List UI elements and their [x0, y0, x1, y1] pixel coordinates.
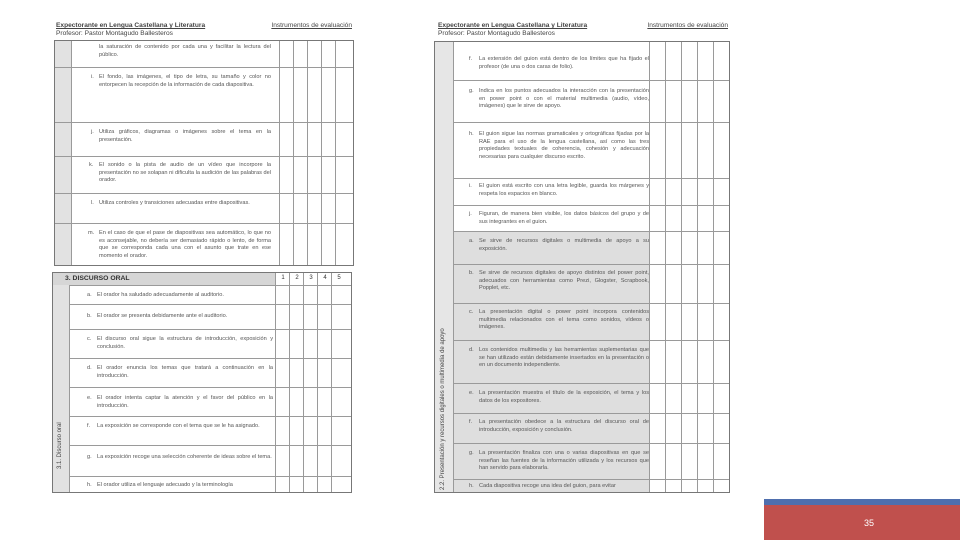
rubric-text: El discurso oral sigue la estructura de introducción, exposición y conclusión. [97, 336, 273, 350]
table-row: f. La presentación obedece a la estructura del discurso oral de introducción, exposición y conclusión. [453, 413, 729, 443]
rubric-text: Se sirve de recursos digitales de apoyo distintos del power point, adecuados con herramientas como Prezi, Glogster, Scrapbook, Popplet, etc. [479, 270, 649, 292]
right-rubric-table [434, 41, 730, 493]
score-header: 1 [281, 275, 285, 281]
table-row: k. El sonido o la pista de audio de un vídeo que incorpore la presentación no se solapan ni dificulta la audición de las palabras del orador. [55, 156, 353, 193]
rubric-text: La presentación muestra el título de la exposición, el tema y los datos de los expositores. [479, 390, 649, 404]
right-header-author: Profesor: Pastor Montagudo Ballesteros [438, 30, 555, 37]
table-row: e. El orador intenta captar la atención y el favor del público en la introducción. [69, 387, 351, 416]
right-document-page [432, 20, 732, 494]
presentation-vertical-label: 2.2. Presentación y recursos digitales o multimedia de apoyo [440, 328, 446, 490]
rubric-text: El sonido o la pista de audio de un vídeo que incorpore la presentación no se solapan ni dificulta la audición de las palabras del orador. [99, 162, 271, 184]
left-header-title: Expectorante en Lengua Castellana y Literatura [56, 22, 206, 29]
table-row: c. El discurso oral sigue la estructura de introducción, exposición y conclusión. [69, 329, 351, 358]
table-row: g. La exposición recoge una selección coherente de ideas sobre el tema. [69, 445, 351, 476]
left-document-page [50, 20, 356, 494]
rubric-text: En el caso de que el pase de diapositivas sea automático, lo que no es aconsejable, no debería ser demasiado rápido o lento, de forma que se corresponda cada una con el asunto que trate en ese momento el orador. [99, 230, 271, 259]
table-row: b. El orador se presenta debidamente ante el auditorio. [69, 304, 351, 329]
table-row: i. El guion está escrito con una letra legible, guarda los márgenes y respeta los espacios en blanco. [453, 178, 729, 205]
score-header: 5 [337, 275, 341, 281]
table-row [55, 41, 353, 67]
rubric-text: El orador intenta captar la atención y el favor del público en la introducción. [97, 395, 273, 409]
right-header-right: Instrumentos de evaluación [647, 22, 728, 29]
rubric-text: El orador ha saludado adecuadamente al auditorio. [97, 292, 224, 298]
rubric-text: La exposición se corresponde con el tema que se le ha asignado. [97, 423, 260, 429]
rubric-text: La presentación obedece a la estructura del discurso oral de introducción, exposición y conclusión. [479, 419, 649, 433]
table-row: g. Indica en los puntos adecuados la interacción con la presentación en power point o con el material multimedia (audio, vídeo, imágenes) que le sirve de apoyo. [453, 80, 729, 122]
table-row: c. La presentación digital o power point incorpora contenidos multimedia relacionados con el tema como sonidos, vídeos o imágenes. [453, 303, 729, 340]
rubric-text: El guion sigue las normas gramaticales y ortográficas fijadas por la RAE para el uso de la lengua castellana, así como las tres propiedades textuales de coherencia, cohesión y adecuación necesarias para cualquier discurso escrito. [479, 131, 649, 160]
rubric-text: El orador enuncia los temas que tratará a continuación en la introducción. [97, 365, 273, 379]
table-row: a. Se sirve de recursos digitales o multimedia de apoyo a su exposición. [453, 231, 729, 264]
score-header: 4 [323, 275, 327, 281]
table-row: j. Figuran, de manera bien visible, los datos básicos del grupo y de sus integrantes en el guion. [453, 205, 729, 231]
table-row: b. Se sirve de recursos digitales de apoyo distintos del power point, adecuados con herramientas como Prezi, Glogster, Scrapbook, Popplet, etc. [453, 264, 729, 303]
left-top-rubric-table [54, 40, 354, 266]
oral-discourse-table [52, 272, 352, 493]
table-row: d. Los contenidos multimedia y las herramientas suplementarias que se han utilizado están debidamente insertados en la presentación o en un documento independiente. [453, 340, 729, 383]
footer-red-bar [764, 505, 960, 540]
table-row: h. Cada diapositiva recoge una idea del guion, para evitar [453, 479, 729, 492]
rubric-text: Figuran, de manera bien visible, los datos básicos del grupo y de sus integrantes en el guion. [479, 211, 649, 225]
left-header-right: Instrumentos de evaluación [271, 22, 352, 29]
rubric-text: El fondo, las imágenes, el tipo de letra, su tamaño y color no entorpecen la recepción de la información de cada diapositiva. [99, 74, 271, 88]
table-row: h. El orador utiliza el lenguaje adecuado y la terminología [69, 476, 351, 492]
rubric-text: Cada diapositiva recoge una idea del guion, para evitar [479, 483, 616, 489]
table-row: e. La presentación muestra el título de la exposición, el tema y los datos de los expositores. [453, 383, 729, 413]
score-header: 3 [309, 275, 313, 281]
rubric-text: Indica en los puntos adecuados la interacción con la presentación en power point o con el material multimedia (audio, vídeo, imágenes) que le sirve de apoyo. [479, 88, 649, 110]
section-title: 3. DISCURSO ORAL [65, 275, 130, 282]
rubric-text: El orador se presenta debidamente ante el auditorio. [97, 313, 228, 319]
table-row: d. El orador enuncia los temas que tratará a continuación en la introducción. [69, 358, 351, 387]
rubric-text: La presentación digital o power point incorpora contenidos multimedia relacionados con el tema como sonidos, vídeos o imágenes. [479, 309, 649, 331]
rubric-text: Utiliza gráficos, diagramas o imágenes sobre el tema en la presentación. [99, 129, 271, 143]
table-row: l. Utiliza controles y transiciones adecuadas entre diapositivas. [55, 193, 353, 223]
left-page-header [56, 22, 352, 38]
table-row: f. La extensión del guion está dentro de los límites que ha fijado el profesor (de una o dos caras de folio). [469, 56, 649, 70]
right-header-title: Expectorante en Lengua Castellana y Literatura [438, 22, 588, 29]
rubric-text: Se sirve de recursos digitales o multimedia de apoyo a su exposición. [479, 238, 649, 252]
page-number: 35 [864, 518, 875, 528]
table-row: i. El fondo, las imágenes, el tipo de letra, su tamaño y color no entorpecen la recepción de la información de cada diapositiva. [55, 67, 353, 122]
table-row: j. Utiliza gráficos, diagramas o imágenes sobre el tema en la presentación. [55, 122, 353, 156]
left-header-author: Profesor: Pastor Montagudo Ballesteros [56, 30, 173, 37]
rubric-text: El guion está escrito con una letra legible, guarda los márgenes y respeta los espacios en blanco. [479, 183, 649, 197]
rubric-text: Los contenidos multimedia y las herramientas suplementarias que se han utilizado están debidamente insertados en la presentación o en un documento independiente. [479, 347, 649, 369]
rubric-text: la saturación de contenido por cada una y facilitar la lectura del público. [99, 44, 271, 58]
table-row: m. En el caso de que el pase de diapositivas sea automático, lo que no es aconsejable, no debería ser demasiado rápido o lento, de forma que se corresponda cada una con el asunto que trate en ese momento el orador. [55, 223, 353, 267]
rubric-text: Utiliza controles y transiciones adecuadas entre diapositivas. [99, 200, 250, 206]
table-row: f. La exposición se corresponde con el tema que se le ha asignado. [69, 416, 351, 445]
rubric-text: La exposición recoge una selección coherente de ideas sobre el tema. [97, 454, 272, 460]
score-header: 2 [295, 275, 299, 281]
rubric-text: La extensión del guion está dentro de los límites que ha fijado el profesor (de una o dos caras de folio). [479, 56, 649, 70]
table-row: h. El guion sigue las normas gramaticales y ortográficas fijadas por la RAE para el uso de la lengua castellana, así como las tres propiedades textuales de coherencia, cohesión y adecuación necesarias para cualquier discurso escrito. [453, 122, 729, 178]
rubric-text: El orador utiliza el lenguaje adecuado y la terminología [97, 482, 233, 488]
table-row: g. La presentación finaliza con una o varias diapositivas en que se reseñan las fuentes de la información utilizada y los recursos que han servido para elaborarla. [453, 443, 729, 479]
table-row: a. El orador ha saludado adecuadamente al auditorio. [69, 285, 351, 304]
rubric-text: La presentación finaliza con una o varias diapositivas en que se reseñan las fuentes de la información utilizada y los recursos que han servido para elaborarla. [479, 450, 649, 472]
oral-vertical-label: 3.1. Discurso oral [57, 422, 63, 469]
right-page-header [438, 22, 728, 38]
